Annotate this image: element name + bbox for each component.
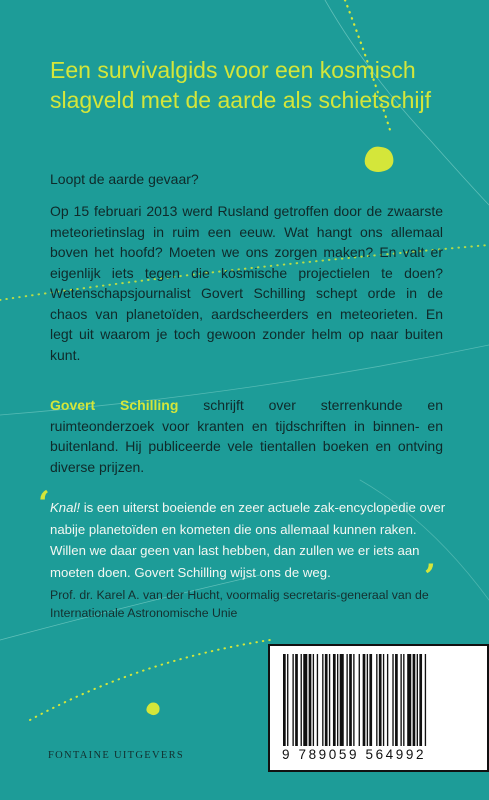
barcode-bar xyxy=(322,654,323,746)
publisher-name: FONTAINE UITGEVERS xyxy=(48,750,185,761)
barcode-bar xyxy=(419,654,422,746)
review-quote xyxy=(50,497,450,583)
barcode-bar xyxy=(287,654,288,746)
barcode-bar xyxy=(407,654,411,746)
quote-attribution: Prof. dr. Karel A. van der Hucht, voormalig secretaris-generaal van de Internationale Astronomische Unie xyxy=(50,588,429,620)
author-name: Govert Schilling xyxy=(50,397,179,413)
barcode-bar xyxy=(303,654,307,746)
headline: Een survivalgids voor een kosmisch slagveld met de aarde als schietschijf xyxy=(50,57,431,113)
barcode-bar xyxy=(367,654,368,746)
asteroid-small xyxy=(146,703,159,716)
barcode-bar xyxy=(387,654,388,746)
barcode-bar xyxy=(403,654,404,746)
barcode-icon xyxy=(270,646,487,748)
isbn-number: 9 789059 564992 xyxy=(282,747,427,762)
barcode-bar xyxy=(292,654,293,746)
barcode-bar xyxy=(376,654,377,746)
barcode-label xyxy=(268,644,489,772)
barcode-bar xyxy=(317,654,318,746)
barcode-bar xyxy=(325,654,328,746)
author-bio xyxy=(50,395,443,477)
book-title-in-quote: Knal! xyxy=(50,500,81,515)
review-quote-text: is een uiterst boeiende en zeer actuele zak-encyclopedie over nabije planetoïden en kometen die ons allemaal kunnen raken. Willen we daar geen van last hebben, dan zullen we er iets aan moeten doen. Govert Schilling wijst ons de weg. xyxy=(50,500,446,580)
barcode-bar xyxy=(295,654,298,746)
barcode-bar xyxy=(346,654,347,746)
barcode-bar xyxy=(359,654,360,746)
barcode-bar xyxy=(400,654,401,746)
blurb-text: Op 15 februari 2013 werd Rusland getroffen door de zwaarste meteorietinslag in ruim een eeuw. Wat hangt ons allemaal boven het hoofd? Moeten we ons zorgen maken? En valt er eigenlijk iets tegen die kosmische projectielen te doen? Wetenschapsjournalist Govert Schilling schept orde in de chaos van planetoïden, aardscheerders en meteorieten. En legt uit waarom je toch gewoon zonder helm op naar buiten kunt. xyxy=(50,203,443,363)
barcode-bar xyxy=(333,654,336,746)
barcode-bar xyxy=(383,654,384,746)
barcode-bar xyxy=(313,654,314,746)
lead-question: Loopt de aarde gevaar? xyxy=(50,171,199,187)
quote-open-mark: ‘ xyxy=(38,484,50,524)
barcode-bar xyxy=(337,654,338,746)
barcode-bar xyxy=(283,654,286,746)
author-bio-text: schrijft over sterrenkunde en ruimteonderzoek voor kranten en tijdschriften in binnen- en buitenland. Hij publiceerde vele tientallen boeken en ontving diverse prijzen. xyxy=(50,397,443,475)
barcode-bar xyxy=(329,654,330,746)
barcode-bar xyxy=(413,654,416,746)
barcode-bar xyxy=(369,654,372,746)
barcode-bar xyxy=(417,654,418,746)
barcode-bar xyxy=(363,654,366,746)
barcode-bar xyxy=(301,654,302,746)
barcode-bar xyxy=(425,654,426,746)
barcode-bar xyxy=(395,654,398,746)
barcode-bar xyxy=(392,654,393,746)
barcode-bar xyxy=(309,654,312,746)
barcode-bar xyxy=(349,654,352,746)
quote-close-mark: ’ xyxy=(424,557,436,597)
barcode-bar xyxy=(340,654,344,746)
barcode-bar xyxy=(379,654,382,746)
barcode-bar xyxy=(353,654,354,746)
